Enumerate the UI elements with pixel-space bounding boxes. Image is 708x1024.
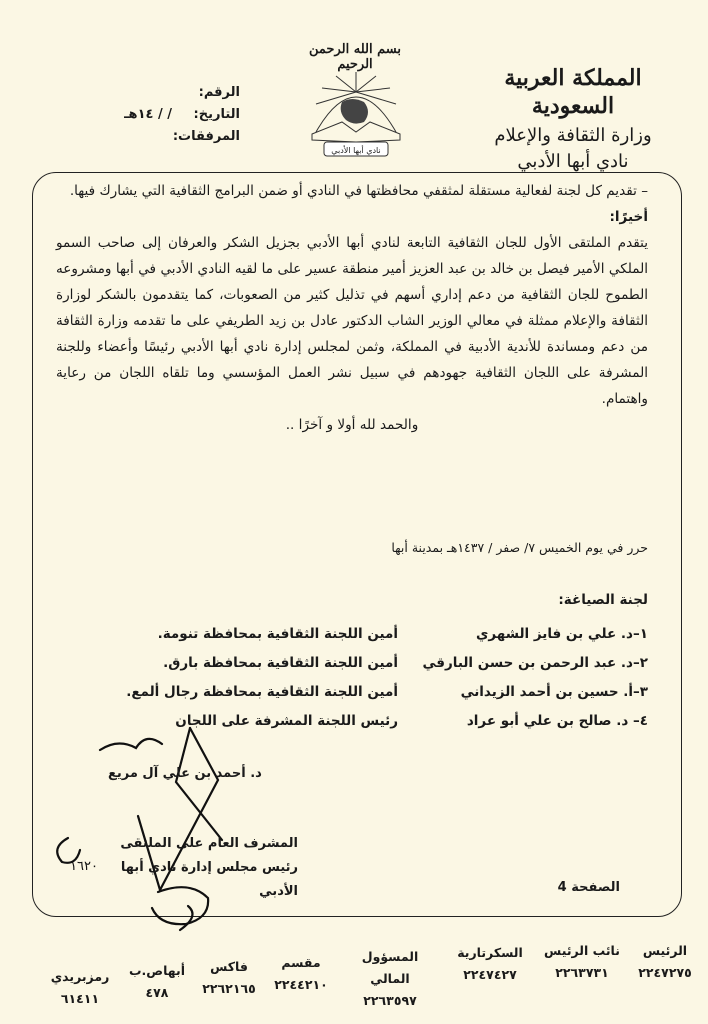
page-number: الصفحة 4 xyxy=(557,880,620,895)
field-label: الرقم: xyxy=(198,85,240,100)
member-role: رئيس اللجنة المشرفة على اللجان xyxy=(175,713,398,729)
field-value xyxy=(40,126,172,148)
footer-label: الرئيس xyxy=(642,943,688,958)
committee-members xyxy=(88,620,648,736)
member-row xyxy=(88,649,648,678)
footer-label: نائب الرئيس xyxy=(544,943,620,958)
letterhead-organization xyxy=(468,64,678,174)
signatory-name: د. أحمد بن علي آل مريع xyxy=(108,766,262,781)
footer-item xyxy=(540,940,624,984)
footer-label: رمزبريدي xyxy=(50,969,110,984)
footer-value: ٢٢٤٧٤٢٧ xyxy=(463,967,517,982)
member-row xyxy=(88,620,648,649)
field-label: المرفقات: xyxy=(172,129,240,144)
field-label: التاريخ: xyxy=(193,107,240,122)
closing-line: والحمد لله أولا و آخرًا .. xyxy=(285,417,419,433)
reference-number-row xyxy=(40,82,240,104)
committee-title: لجنة الصياغة: xyxy=(558,592,648,608)
member-role: أمين اللجنة الثقافية بمحافظة بارق. xyxy=(163,655,398,671)
footer-item xyxy=(42,966,118,1010)
footer-value: ٢٢٤٧٢٧٥ xyxy=(638,965,692,980)
footer-item xyxy=(196,956,262,1000)
signatory-title-1: المشرف العام على الملتقى xyxy=(120,836,298,851)
ministry-name: وزارة الثقافة والإعلام xyxy=(494,125,652,146)
basmala: بسم الله الرحمن الرحيم xyxy=(309,42,401,72)
footer-item xyxy=(630,940,700,984)
footer-item xyxy=(342,946,438,1012)
emblem-caption: نادي أبها الأدبي xyxy=(331,146,381,155)
footer-value: ٦١٤١١ xyxy=(60,991,100,1006)
member-name: ٣–أ. حسين بن أحمد الزيداني xyxy=(460,684,648,700)
footer-value: ٢٢٦٢١٦٥ xyxy=(202,981,256,996)
bullet-item: – تقديم كل لجنة لفعالية مستقلة لمثقفي محافظتها في النادي أو ضمن البرامج الثقافية التي يشارك فيها. xyxy=(69,183,648,199)
footer-label: أبهاص.ب xyxy=(128,963,186,978)
contact-footer xyxy=(40,940,700,1010)
member-role: أمين اللجنة الثقافية بمحافظة رجال ألمع. xyxy=(126,684,398,700)
member-row xyxy=(88,678,648,707)
footer-label: فاكس xyxy=(210,959,248,974)
attachments-row xyxy=(40,126,240,148)
member-role: أمين اللجنة الثقافية بمحافظة تنومة. xyxy=(157,626,398,642)
club-name: نادي أبها الأدبي xyxy=(517,151,629,172)
footer-label: المسؤول المالي xyxy=(361,949,419,986)
field-value xyxy=(40,82,172,104)
footer-value: ٢٢٤٤٢١٠ xyxy=(274,977,328,992)
footer-item xyxy=(124,960,190,1004)
member-name: ٤– د. صالح بن علي أبو عراد xyxy=(466,713,648,729)
thanks-paragraph: يتقدم الملتقى الأول للجان الثقافية التابعة لنادي أبها الأدبي بجزيل الشكر والعرفان إلى صاحب السمو الملكي الأمير فيصل بن خالد بن عبد العزيز أمير منطقة عسير على ما لقيه النادي الأدبي في أبها ومشروعه الطموح للجان الثقافية من دعم إداري أسهم في تذليل كثير من الصعوبات، كما يتقدمون بالشكر لوزارة الثقافة والإعلام ممثلة في معالي الوزير الشاب الدكتور عادل بن زيد الطريفي على ما تقدمه وزارة الثقافة من دعم ومساندة للأندية الأدبية في المملكة، وثمن لمجلس إدارة نادي أبها الأدبي رئيسًا وأعضاء وللجنة المشرفة على اللجان الثقافية جهودهم في سبيل نشر العمل المؤسسي وما تلقاه اللجان من رعاية واهتمام. xyxy=(56,235,648,407)
date-row xyxy=(40,104,240,126)
reference-fields xyxy=(40,82,240,148)
signed-at-line: حرر في يوم الخميس ٧/ صفر / ١٤٣٧هـ بمدينة أبها xyxy=(391,540,648,555)
footer-label: مقسم xyxy=(281,955,321,970)
member-name: ١–د. علي بن فايز الشهري xyxy=(476,626,648,642)
footer-item xyxy=(448,942,532,986)
signatory-titles xyxy=(108,832,298,904)
signatory-title-2: رئيس مجلس إدارة نادي أبها الأدبي xyxy=(120,860,298,899)
finally-heading: أخيرًا: xyxy=(609,209,648,225)
footer-value: ٢٢٦٣٥٩٧ xyxy=(363,993,417,1008)
footer-value: ٢٢٦٣٧٣١ xyxy=(555,965,609,980)
field-value: / / ١٤هـ xyxy=(124,107,172,122)
kingdom-name: المملكة العربية السعودية xyxy=(504,65,642,119)
club-emblem-icon xyxy=(302,62,410,158)
member-name: ٢–د. عبد الرحمن بن حسن البارقي xyxy=(422,655,648,671)
handwritten-note: ١٦٢٠ xyxy=(70,859,98,874)
letter-body xyxy=(56,178,648,438)
footer-label: السكرتارية xyxy=(457,945,523,960)
footer-value: ٤٧٨ xyxy=(145,985,169,1000)
footer-item xyxy=(268,952,334,996)
